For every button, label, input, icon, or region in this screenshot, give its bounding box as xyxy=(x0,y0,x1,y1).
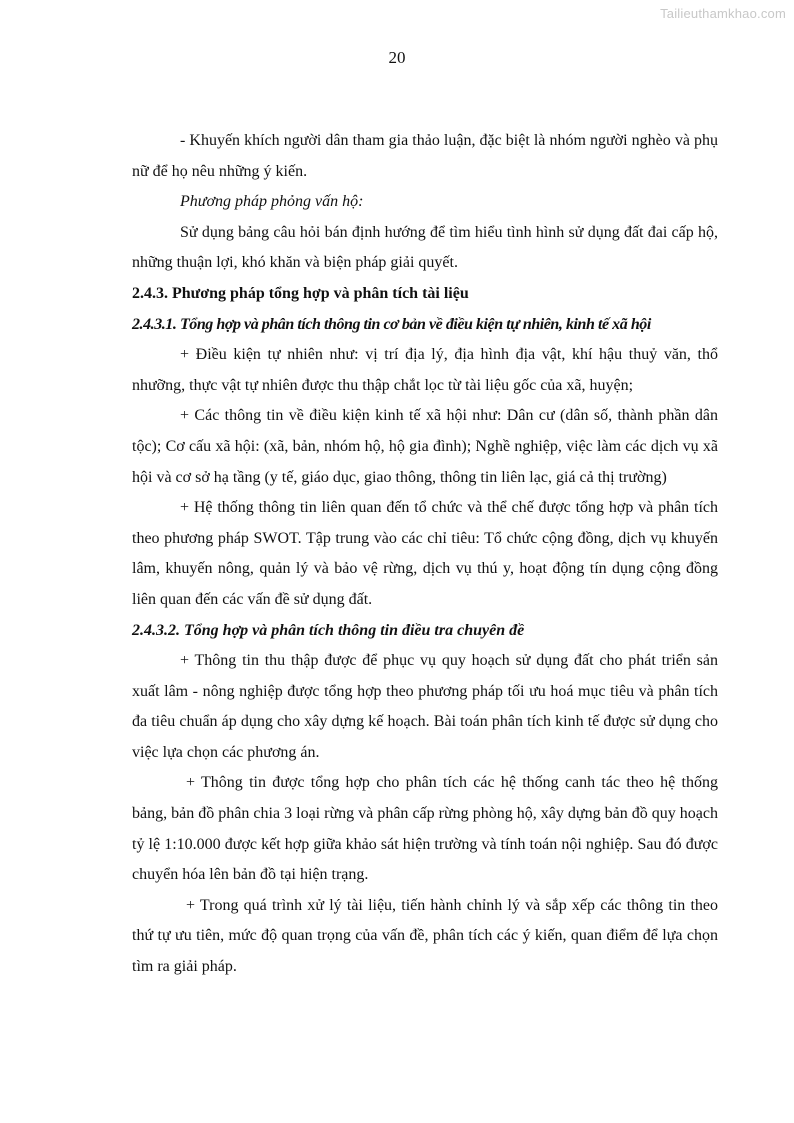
subsection-heading-2-4-3-1: 2.4.3.1. Tổng hợp và phân tích thông tin cơ bản về điều kiện tự nhiên, kinh tế xã hội xyxy=(132,315,651,333)
paragraph-questionnaire: Sử dụng bảng câu hỏi bán định hướng để tìm hiểu tình hình sử dụng đất đai cấp hộ, những thuận lợi, khó khăn và biện pháp giải quyết. xyxy=(132,223,718,272)
watermark: Tailieuthamkhao.com xyxy=(660,6,786,21)
section-heading-2-4-3: 2.4.3. Phương pháp tổng hợp và phân tích tài liệu xyxy=(132,284,469,302)
page-body xyxy=(132,126,718,983)
paragraph-processing: + Trong quá trình xử lý tài liệu, tiến hành chỉnh lý và sắp xếp các thông tin theo thứ tự ưu tiên, mức độ quan trọng của vấn đề, phân tích các ý kiến, quan điểm để lựa chọn tìm ra giải pháp. xyxy=(132,896,718,976)
paragraph-encourage-participation: - Khuyến khích người dân tham gia thảo luận, đặc biệt là nhóm người nghèo và phụ nữ để họ nêu những ý kiến. xyxy=(132,132,718,180)
page-number: 20 xyxy=(388,48,406,67)
paragraph-socioeconomic: + Các thông tin về điều kiện kinh tế xã hội như: Dân cư (dân số, thành phần dân tộc); Cơ cấu xã hội: (xã, bản, nhóm hộ, hộ gia đình); Nghề nghiệp, việc làm các dịch vụ xã hội và cơ sở hạ tầng (y tế, giáo dục, giao thông, thông tin liên lạc, giá cả thị trường) xyxy=(132,407,718,486)
paragraph-natural-conditions: + Điều kiện tự nhiên như: vị trí địa lý, địa hình địa vật, khí hậu thuỷ văn, thổ nhưỡng, thực vật tự nhiên được thu thập chắt lọc từ tài liệu gốc của xã, huyện; xyxy=(132,346,718,394)
paragraph-farming-systems: + Thông tin được tổng hợp cho phân tích các hệ thống canh tác theo hệ thống bảng, bản đồ phân chia 3 loại rừng và phân cấp rừng phòng hộ, xây dựng bản đồ quy hoạch tỷ lệ 1:10.000 được kết hợp giữa khảo sát hiện trường và tính toán nội nghiệp. Sau đó được chuyển hóa lên bản đồ tại hiện trạng. xyxy=(132,774,718,884)
subsection-heading-2-4-3-2: 2.4.3.2. Tổng hợp và phân tích thông tin điều tra chuyên đề xyxy=(132,621,525,639)
paragraph-optimization: + Thông tin thu thập được để phục vụ quy hoạch sử dụng đất cho phát triển sản xuất lâm - nông nghiệp được tổng hợp theo phương pháp tối ưu hoá mục tiêu và phân tích đa tiêu chuẩn áp dụng cho xây dựng kế hoạch. Bài toán phân tích kinh tế được sử dụng cho việc lựa chọn các phương án. xyxy=(132,652,718,761)
method-heading-household-interview: Phương pháp phỏng vấn hộ: xyxy=(180,193,364,211)
paragraph-swot: + Hệ thống thông tin liên quan đến tổ chức và thể chế được tổng hợp và phân tích theo phương pháp SWOT. Tập trung vào các chỉ tiêu: Tổ chức cộng đồng, dịch vụ khuyến lâm, khuyến nông, quản lý và bảo vệ rừng, dịch vụ thú y, hoạt động tín dụng cộng đồng liên quan đến các vấn đề sử dụng đất. xyxy=(132,499,718,608)
